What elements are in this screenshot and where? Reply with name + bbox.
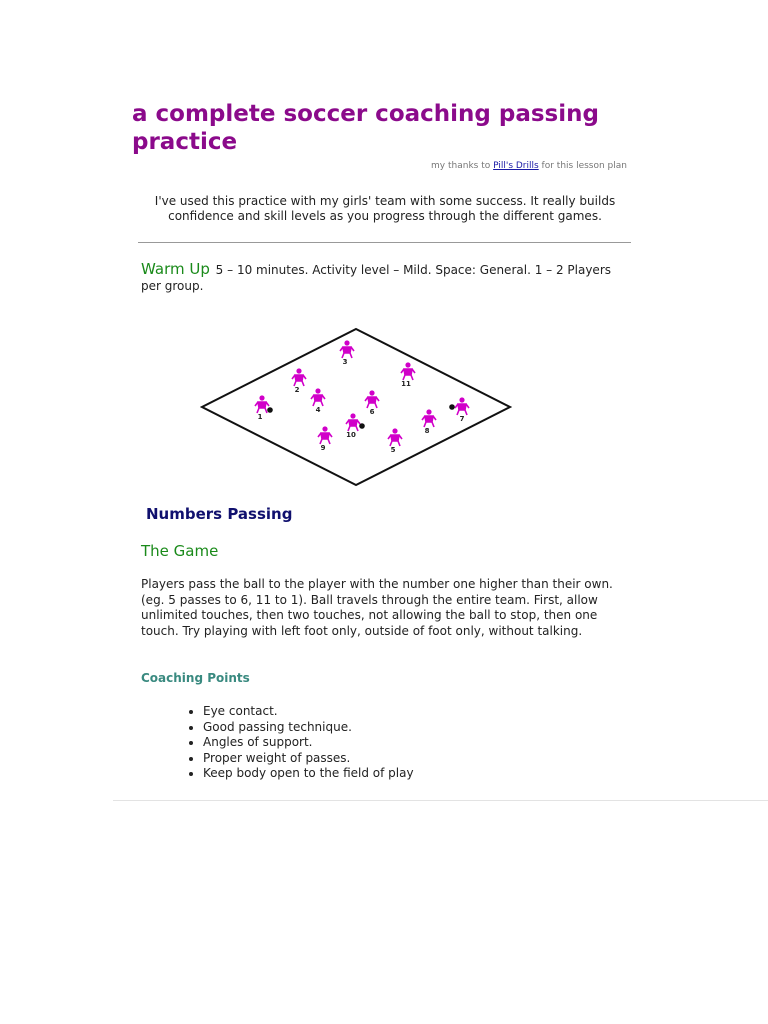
player-number-label: 8 <box>424 427 430 435</box>
player-5 <box>388 428 402 446</box>
list-item: • Proper weight of passes. <box>203 751 414 767</box>
player-9 <box>318 426 332 444</box>
player-4 <box>311 388 325 406</box>
intro-paragraph: I've used this practice with my girls' team with some success. It really builds confidence and skill levels as you progress through the different games. <box>154 194 616 223</box>
player-11 <box>401 362 415 380</box>
warmup-diagram <box>200 320 512 490</box>
player-number-label: 4 <box>315 406 321 414</box>
credit-suffix: for this lesson plan <box>538 161 627 171</box>
list-item: • Keep body open to the field of play <box>203 766 414 782</box>
player-number-label: 2 <box>294 386 300 394</box>
ball-icon <box>267 407 273 413</box>
the-game-heading: The Game <box>141 542 219 560</box>
warmup-title: Warm Up <box>141 260 210 278</box>
coaching-points-list <box>186 704 414 782</box>
player-1 <box>255 395 269 413</box>
credit-line <box>300 161 627 171</box>
game-description: Players pass the ball to the player with the number one higher than their own. (eg. 5 passes to 6, 11 to 1). Ball travels through the entire team. First, allow unlimited touches, then two touches, not allowing the ball to stop, then one touch. Try playing with left foot only, outside of foot only, without talking. <box>141 577 613 638</box>
ball-icon <box>359 423 365 429</box>
player-6 <box>365 390 379 408</box>
divider <box>113 800 768 801</box>
player-number-label: 11 <box>401 380 411 388</box>
player-number-label: 6 <box>369 408 375 416</box>
pills-drills-link[interactable]: Pill's Drills <box>493 161 539 171</box>
list-item: • Angles of support. <box>203 735 414 751</box>
player-3 <box>340 340 354 358</box>
player-number-label: 1 <box>257 413 263 421</box>
player-7 <box>455 397 469 415</box>
player-10 <box>346 413 360 431</box>
player-number-label: 5 <box>390 446 396 454</box>
coaching-points-heading: Coaching Points <box>141 671 250 685</box>
list-item: • Eye contact. <box>203 704 414 720</box>
warmup-text: 5 – 10 minutes. Activity level – Mild. Space: General. 1 – 2 Players per group. <box>141 263 611 293</box>
ball-icon <box>449 404 455 410</box>
player-number-label: 7 <box>459 415 465 423</box>
player-number-label: 3 <box>342 358 348 366</box>
credit-prefix: my thanks to <box>431 161 494 171</box>
divider <box>138 242 631 243</box>
player-number-label: 10 <box>346 431 356 439</box>
player-2 <box>292 368 306 386</box>
players-group <box>255 340 469 454</box>
page-title: a complete soccer coaching passing practice <box>132 101 599 155</box>
numbers-passing-heading: Numbers Passing <box>146 505 293 523</box>
list-item: • Good passing technique. <box>203 720 414 736</box>
warmup-section <box>141 261 611 294</box>
player-number-label: 9 <box>320 444 326 452</box>
player-8 <box>422 409 436 427</box>
